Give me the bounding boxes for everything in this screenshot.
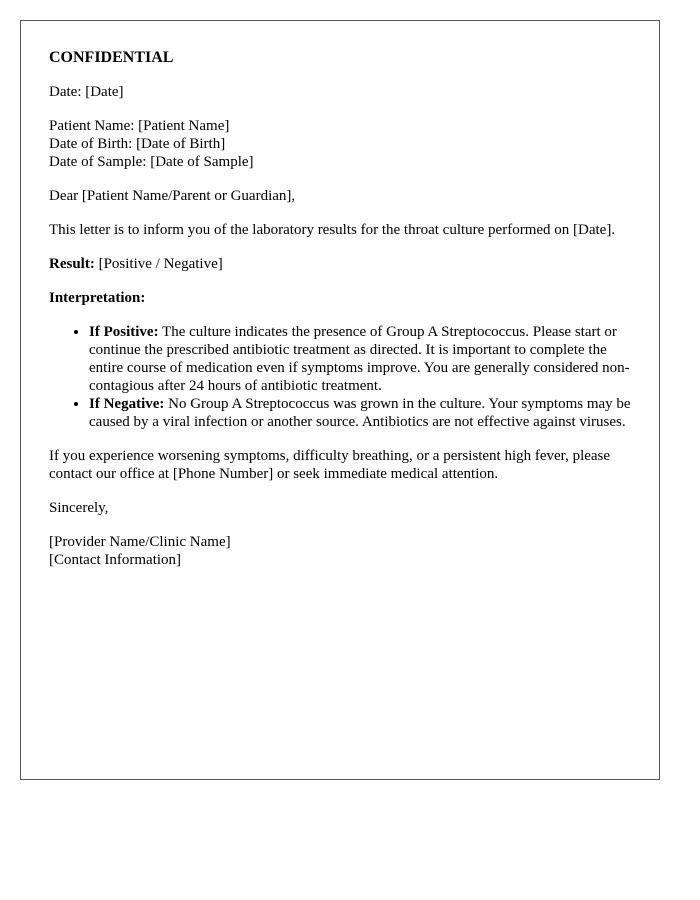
- intro-paragraph: This letter is to inform you of the laboratory results for the throat culture performed on [Date].: [49, 222, 616, 238]
- interpretation-item-positive: [89, 323, 631, 395]
- letter-page: [20, 20, 660, 780]
- provider-name: [Provider Name/Clinic Name]: [49, 534, 231, 550]
- date-line: Date: [Date]: [49, 84, 124, 100]
- patient-info-block: [49, 117, 631, 171]
- interpretation-label: If Negative:: [89, 396, 165, 412]
- interpretation-label: If Positive:: [89, 324, 159, 340]
- interpretation-item-negative: [89, 395, 631, 431]
- interpretation-list: [49, 323, 631, 431]
- interpretation-heading: Interpretation:: [49, 290, 146, 306]
- date-of-birth-line: Date of Birth: [Date of Birth]: [49, 136, 226, 152]
- result-label: Result:: [49, 256, 95, 272]
- signature-block: [49, 533, 631, 569]
- confidential-heading: CONFIDENTIAL: [49, 49, 174, 66]
- interpretation-text: The culture indicates the presence of Group A Streptococcus. Please start or continue the prescribed antibiotic treatment as directed. It is important to complete the entire course of medication even if symptoms improve. You are generally considered non-contagious after 24 hours of antibiotic treatment.: [89, 324, 630, 394]
- result-value: [Positive / Negative]: [94, 256, 223, 272]
- advice-paragraph: If you experience worsening symptoms, difficulty breathing, or a persistent high fever, please contact our office at [Phone Number] or seek immediate medical attention.: [49, 448, 611, 482]
- interpretation-text: No Group A Streptococcus was grown in the culture. Your symptoms may be caused by a viral infection or another source. Antibiotics are not effective against viruses.: [89, 396, 631, 430]
- closing: Sincerely,: [49, 500, 109, 516]
- result-line: [49, 255, 631, 273]
- salutation: Dear [Patient Name/Parent or Guardian],: [49, 188, 296, 204]
- contact-information: [Contact Information]: [49, 552, 182, 568]
- date-of-sample-line: Date of Sample: [Date of Sample]: [49, 154, 254, 170]
- patient-name-line: Patient Name: [Patient Name]: [49, 118, 230, 134]
